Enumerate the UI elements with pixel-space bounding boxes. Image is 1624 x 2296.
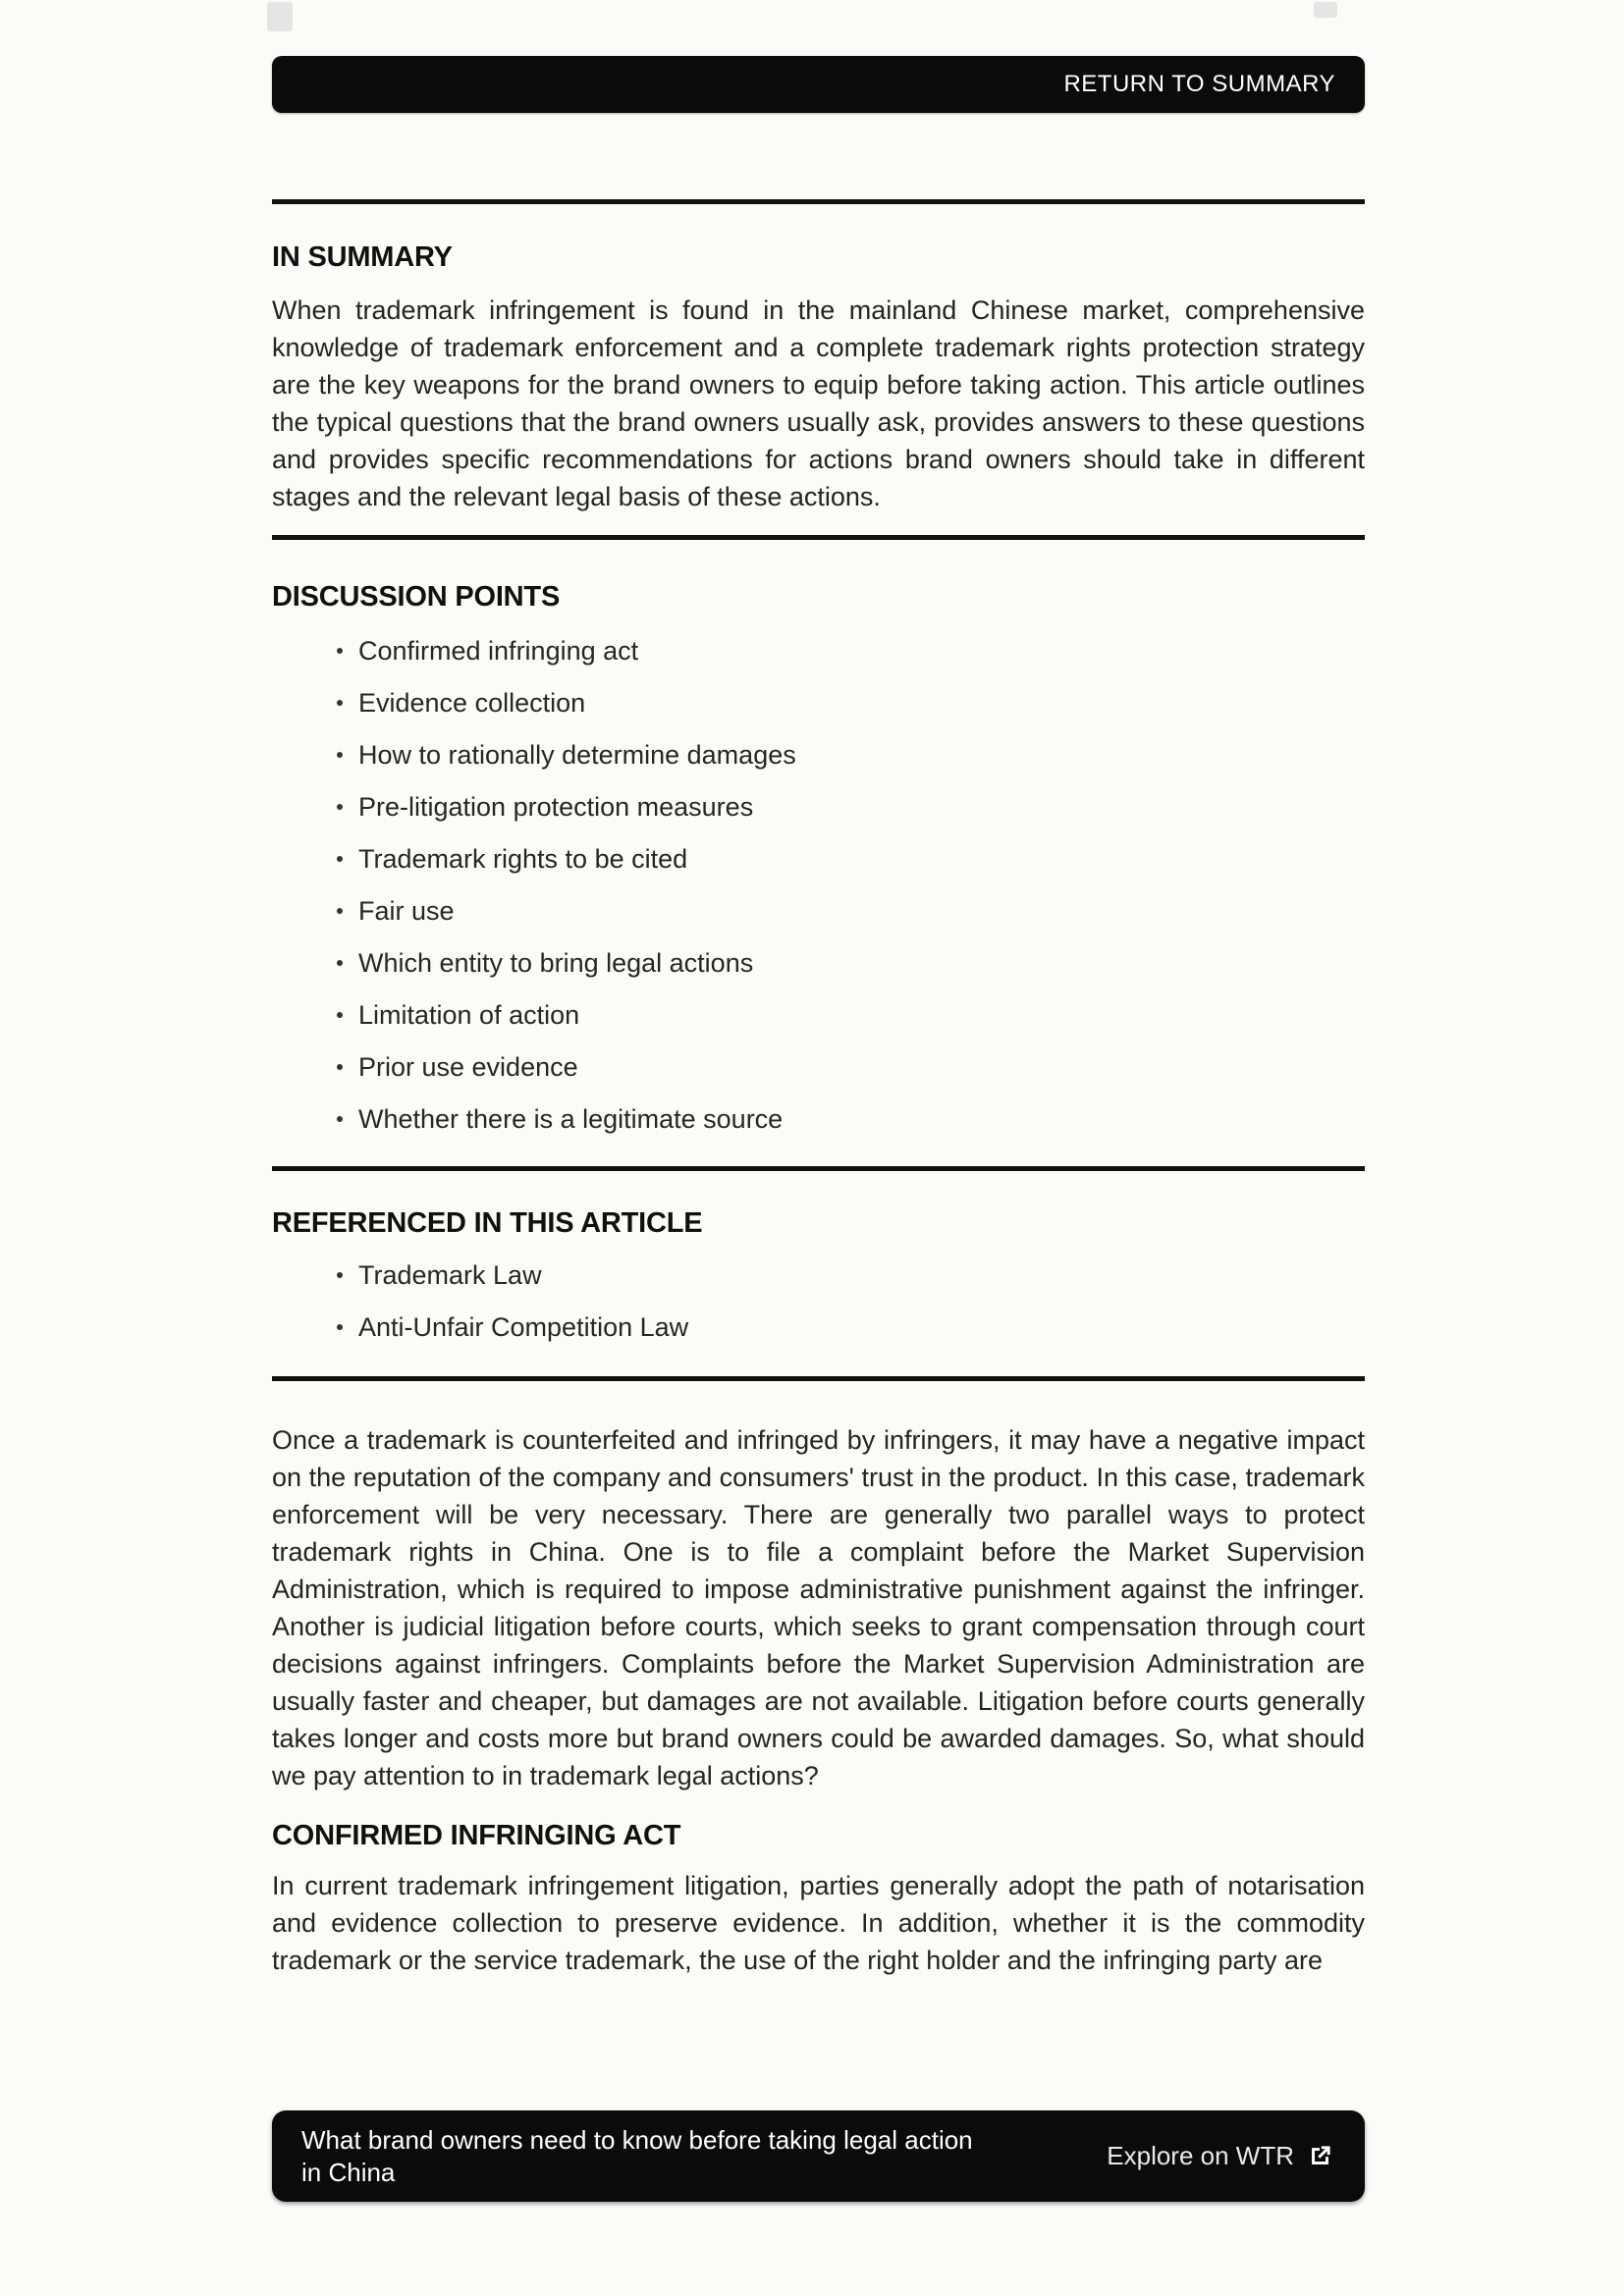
list-item — [272, 740, 1365, 770]
explore-link-label: Explore on WTR — [1107, 2141, 1294, 2170]
bullet-icon — [337, 648, 343, 654]
list-item-label: Pre-litigation protection measures — [358, 792, 754, 822]
scan-artifact — [267, 2, 293, 31]
bullet-icon — [337, 1324, 343, 1330]
bullet-icon — [337, 700, 343, 706]
article-intro-paragraph: Once a trademark is counterfeited and infringed by infringers, it may have a negative impact on the reputation of the company and consumers' trust in the product. In this case, trademark enforcement will be very necessary. There are generally two parallel ways to protect trademark rights in China. One is to file a complaint before the Market Supervision Administration, which is required to impose administrative punishment against the infringer. Another is judicial litigation before courts, which seeks to grant compensation through court decisions against infringers. Complaints before the Market Supervision Administration are usually faster and cheaper, but damages are not available. Litigation before courts generally takes longer and costs more but brand owners could be awarded damages. So, what should we pay attention to in trademark legal actions? — [272, 1425, 1365, 1790]
list-item-label: Evidence collection — [358, 688, 586, 718]
list-item — [272, 636, 1365, 666]
referenced-heading: REFERENCED IN THIS ARTICLE — [272, 1207, 703, 1239]
section-divider — [272, 199, 1365, 204]
explore-on-wtr-link[interactable] — [1107, 2141, 1333, 2171]
list-item — [272, 1312, 1365, 1342]
list-item-label: Which entity to bring legal actions — [358, 948, 754, 978]
list-item-label: Trademark Law — [358, 1260, 542, 1290]
list-item — [272, 1052, 1365, 1082]
top-nav-bar — [272, 56, 1365, 113]
bullet-icon — [337, 908, 343, 914]
bullet-icon — [337, 1012, 343, 1018]
in-summary-paragraph: When trademark infringement is found in the mainland Chinese market, comprehensive knowledge of trademark enforcement and a complete trademark rights protection strategy are the key weapons for the brand owners to equip before taking action. This article outlines the typical questions that the brand owners usually ask, provides answers to these questions and provides specific recommendations for actions brand owners should take in different stages and the relevant legal basis of these actions. — [272, 295, 1365, 511]
list-item-label: Prior use evidence — [358, 1052, 578, 1082]
list-item-label: How to rationally determine damages — [358, 740, 796, 770]
list-item-label: Confirmed infringing act — [358, 636, 639, 666]
list-item-label: Anti-Unfair Competition Law — [358, 1312, 689, 1342]
list-item-label: Fair use — [358, 896, 455, 926]
list-item-label: Limitation of action — [358, 1000, 580, 1030]
discussion-points-heading: DISCUSSION POINTS — [272, 581, 561, 613]
scan-artifact — [1314, 2, 1337, 18]
list-item — [272, 844, 1365, 874]
confirmed-infringing-act-heading: CONFIRMED INFRINGING ACT — [272, 1820, 681, 1851]
bullet-icon — [337, 1116, 343, 1122]
footer-bar — [272, 2110, 1365, 2202]
list-item — [272, 688, 1365, 718]
section-divider — [272, 1376, 1365, 1381]
confirmed-infringing-act-paragraph: In current trademark infringement litigation, parties generally adopt the path of notarisation and evidence collection to preserve evidence. In addition, whether it is the commodity trademark or the service trademark, the use of the right holder and the infringing party are — [272, 1871, 1365, 1975]
return-to-summary-link[interactable]: RETURN TO SUMMARY — [1063, 71, 1335, 97]
list-item — [272, 792, 1365, 822]
list-item — [272, 896, 1365, 926]
list-item — [272, 948, 1365, 978]
bullet-icon — [337, 1064, 343, 1070]
list-item-label: Whether there is a legitimate source — [358, 1104, 784, 1134]
list-item — [272, 1260, 1365, 1290]
in-summary-heading: IN SUMMARY — [272, 241, 453, 273]
bullet-icon — [337, 752, 343, 758]
discussion-points-list — [272, 636, 1365, 1156]
referenced-list — [272, 1260, 1365, 1364]
external-link-icon — [1307, 2143, 1333, 2169]
section-divider — [272, 535, 1365, 540]
bullet-icon — [337, 804, 343, 810]
list-item — [272, 1104, 1365, 1134]
bullet-icon — [337, 960, 343, 966]
list-item-label: Trademark rights to be cited — [358, 844, 688, 874]
section-divider — [272, 1166, 1365, 1171]
article-title: What brand owners need to know before taking legal action in China — [301, 2124, 973, 2187]
bullet-icon — [337, 856, 343, 862]
list-item — [272, 1000, 1365, 1030]
bullet-icon — [337, 1272, 343, 1278]
